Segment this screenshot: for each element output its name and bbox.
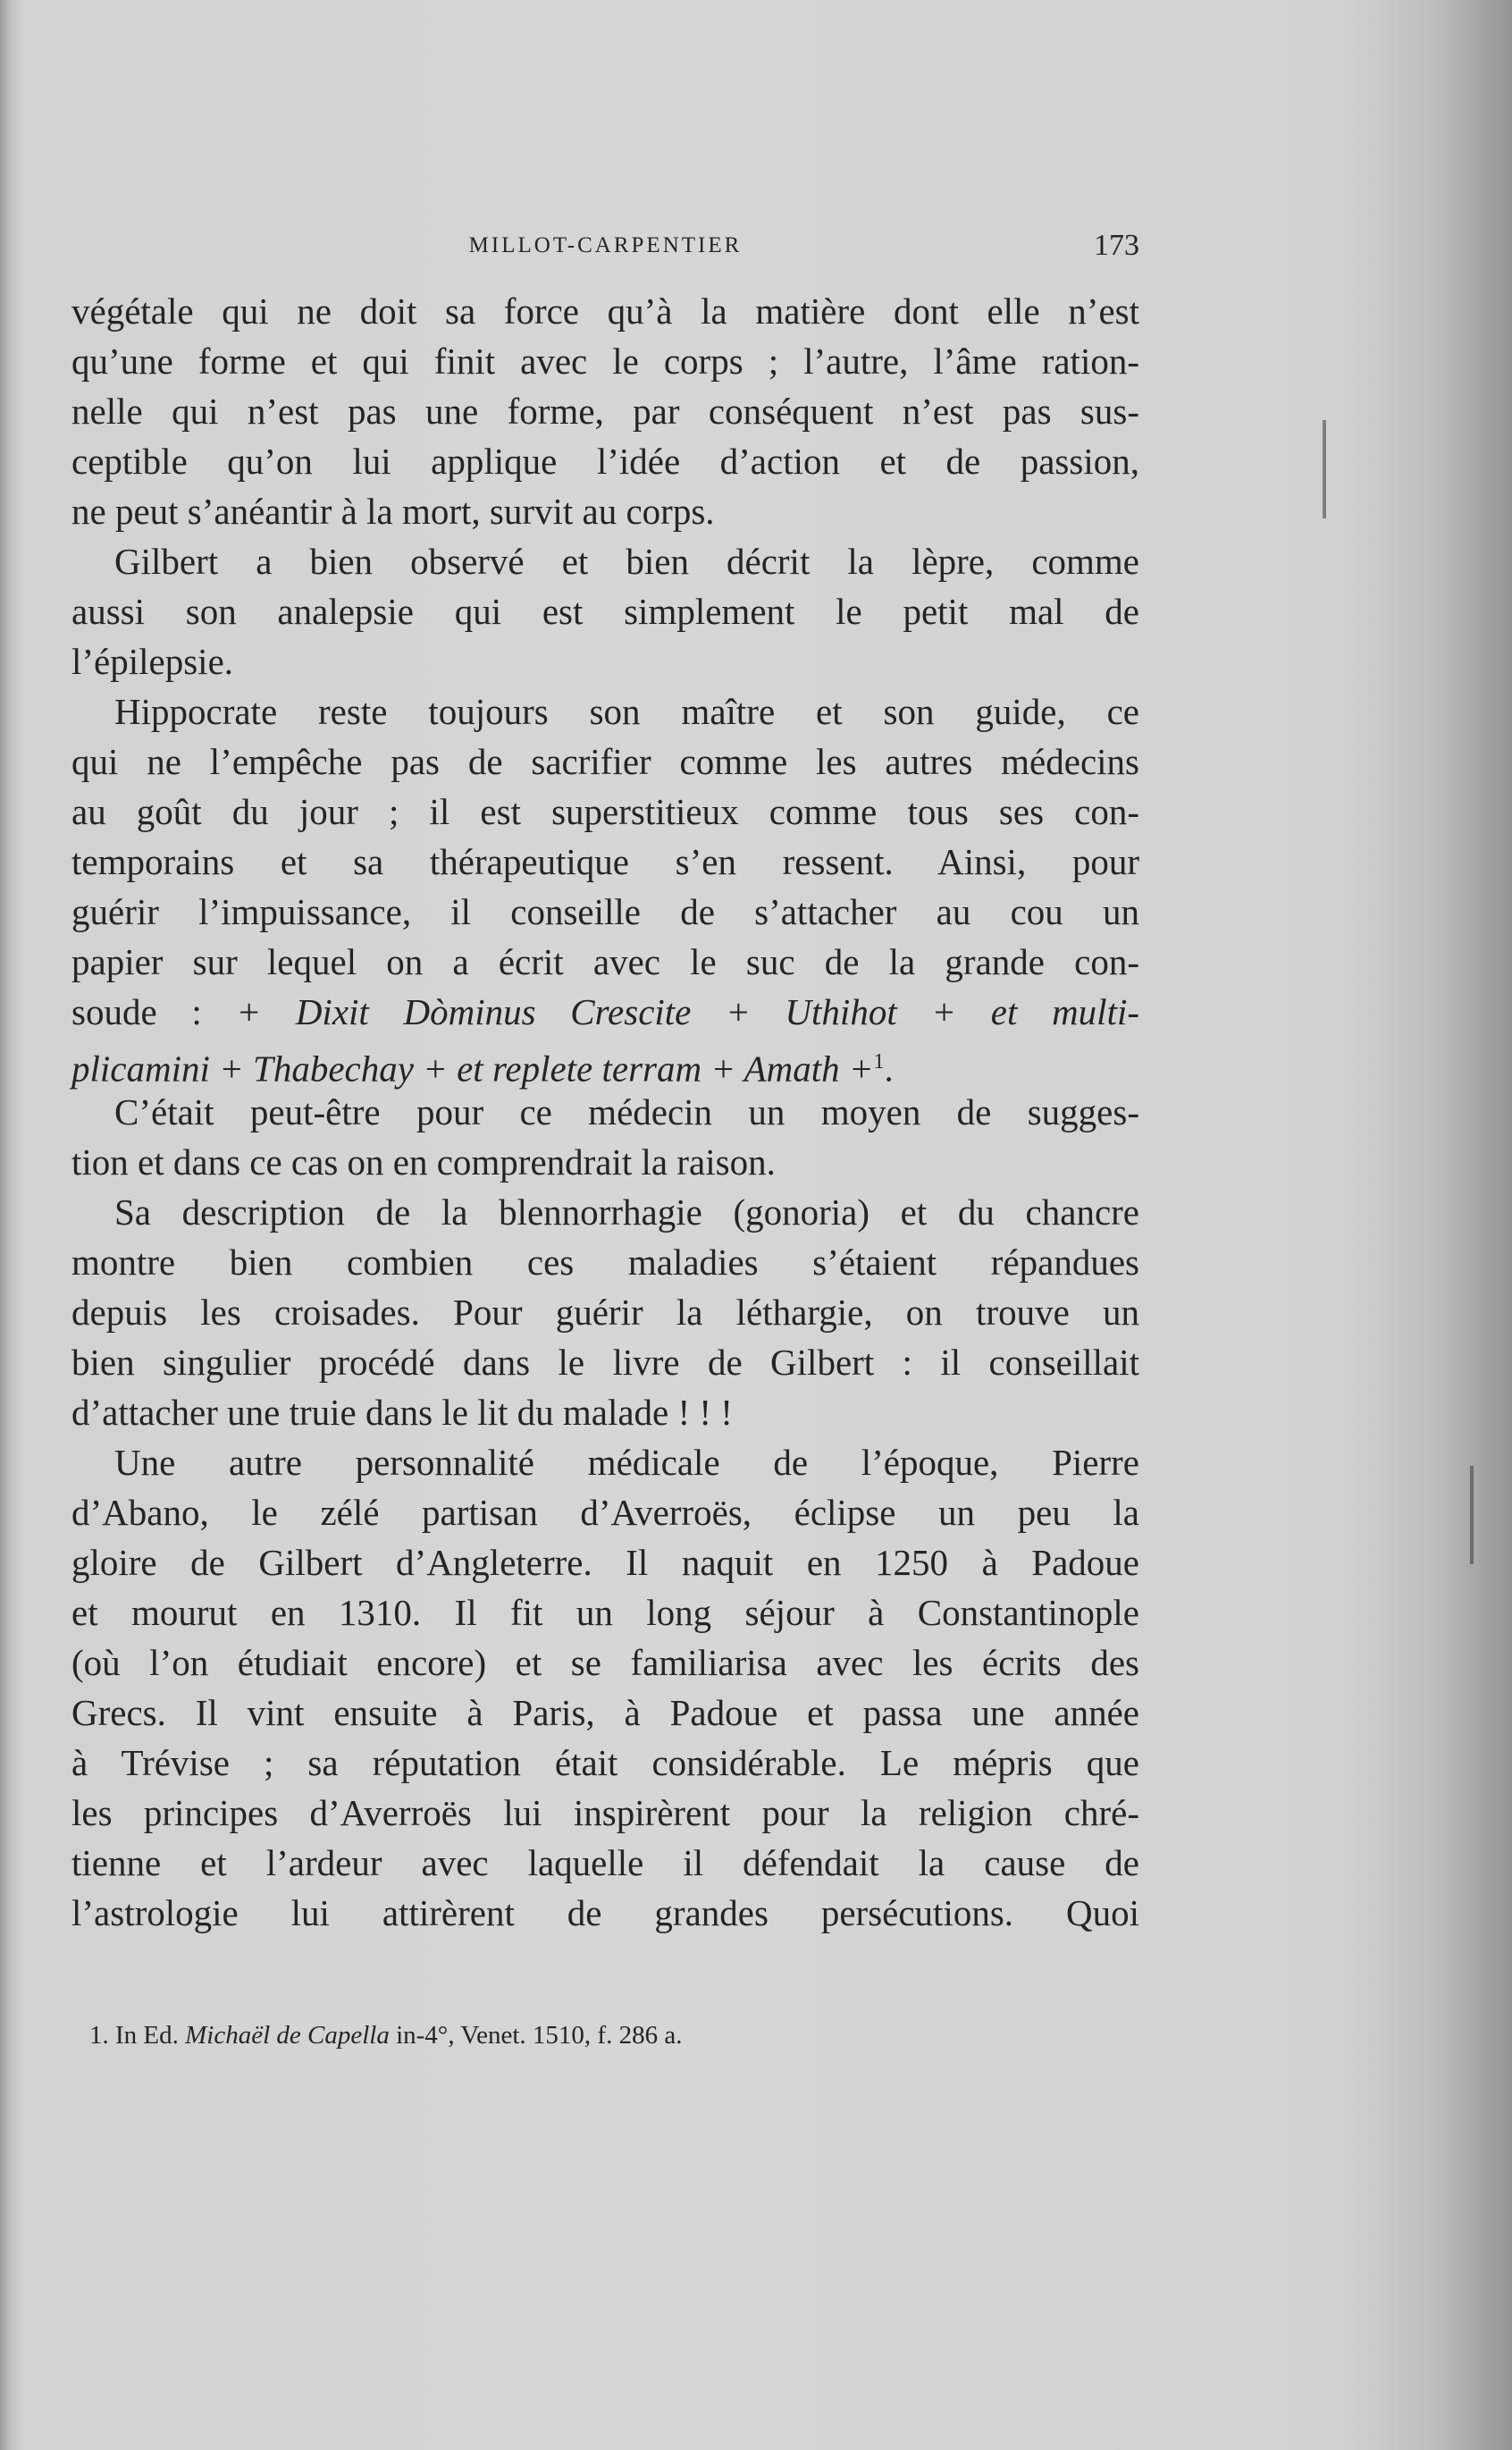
running-head [71,228,1139,264]
margin-mark [1323,420,1326,518]
text-line: montre bien combien ces maladies s’étaient répandues [71,1242,1139,1283]
text-line: les principes d’Averroës lui inspirèrent pour la religion chré- [71,1792,1139,1833]
text-line: Une autre personnalité médicale de l’époque, Pierre [114,1442,1139,1483]
text-line: au goût du jour ; il est superstitieux comme tous ses con- [71,791,1139,832]
text-line: végétale qui ne doit sa force qu’à la matière dont elle n’est [71,290,1139,332]
text-line: tion et dans ce cas on en comprendrait la raison. [71,1141,776,1183]
text-line: depuis les croisades. Pour guérir la léthargie, on trouve un [71,1292,1139,1333]
text-line: C’était peut-être pour ce médecin un moyen de sugges- [114,1091,1139,1132]
text-line [71,987,1139,1037]
text-line: l’astrologie lui attirèrent de grandes persécutions. Quoi [71,1892,1139,1933]
footnote-ref: 1 [873,1050,885,1073]
text-line: ceptible qu’on lui applique l’idée d’action et de passion, [71,441,1139,482]
text-line: bien singulier procédé dans le livre de Gilbert : il conseillait [71,1342,1139,1383]
text-line [71,1037,1139,1090]
text-line: à Trévise ; sa réputation était considérable. Le mépris que [71,1742,1139,1783]
text-line: d’Abano, le zélé partisan d’Averroës, éclipse un peu la [71,1492,1139,1533]
running-title: MILLOT-CARPENTIER [468,233,743,257]
text-line: tienne et l’ardeur avec laquelle il défendait la cause de [71,1842,1139,1883]
text-line: guérir l’impuissance, il conseille de s’attacher au cou un [71,891,1139,932]
incantation-text: plicamini + Thabechay + et replete terram + Amath + [71,1048,874,1090]
text-line: (où l’on étudiait encore) et se familiarisa avec les écrits des [71,1642,1139,1683]
text-line: qui ne l’empêche pas de sacrifier comme les autres médecins [71,741,1139,782]
footnote-title: Michaël de Capella [185,2021,390,2050]
text-line: ne peut s’anéantir à la mort, survit au corps. [71,491,715,532]
incantation-text: + Dixit Dòminus Crescite + Uthihot + et multi- [236,991,1140,1032]
text-line: Sa description de la blennorrhagie (gonoria) et du chancre [114,1191,1139,1233]
text-line: qu’une forme et qui finit avec le corps ; l’autre, l’âme ration- [71,341,1139,382]
line-start: soude : [71,991,202,1032]
text-line: Hippocrate reste toujours son maître et son guide, ce [114,691,1139,732]
line-end: . [884,1048,894,1090]
page-edge-shadow [1432,0,1512,2450]
text-line: Grecs. Il vint ensuite à Paris, à Padoue et passa une année [71,1692,1139,1733]
footnote [89,2017,983,2053]
body-text [71,286,1139,1938]
text-line: papier sur lequel on a écrit avec le suc de la grande con- [71,941,1139,982]
text-line: et mourut en 1310. Il fit un long séjour à Constantinople [71,1592,1139,1633]
text-line: aussi son analepsie qui est simplement le petit mal de [71,591,1139,632]
footnote-number: 1. [89,2021,109,2050]
margin-mark [1470,1466,1474,1564]
text-line: l’épilepsie. [71,641,234,682]
text-line: d’attacher une truie dans le lit du malade ! ! ! [71,1392,733,1433]
footnote-prefix: In Ed. [115,2021,179,2050]
page-number: 173 [1094,229,1139,262]
text-line: nelle qui n’est pas une forme, par conséquent n’est pas sus- [71,391,1139,432]
text-line: gloire de Gilbert d’Angleterre. Il naquit en 1250 à Padoue [71,1542,1139,1583]
footnote-rest: in-4°, Venet. 1510, f. 286 a. [396,2021,683,2050]
text-line: temporains et sa thérapeutique s’en ressent. Ainsi, pour [71,841,1139,882]
text-line: Gilbert a bien observé et bien décrit la lèpre, comme [114,541,1139,582]
